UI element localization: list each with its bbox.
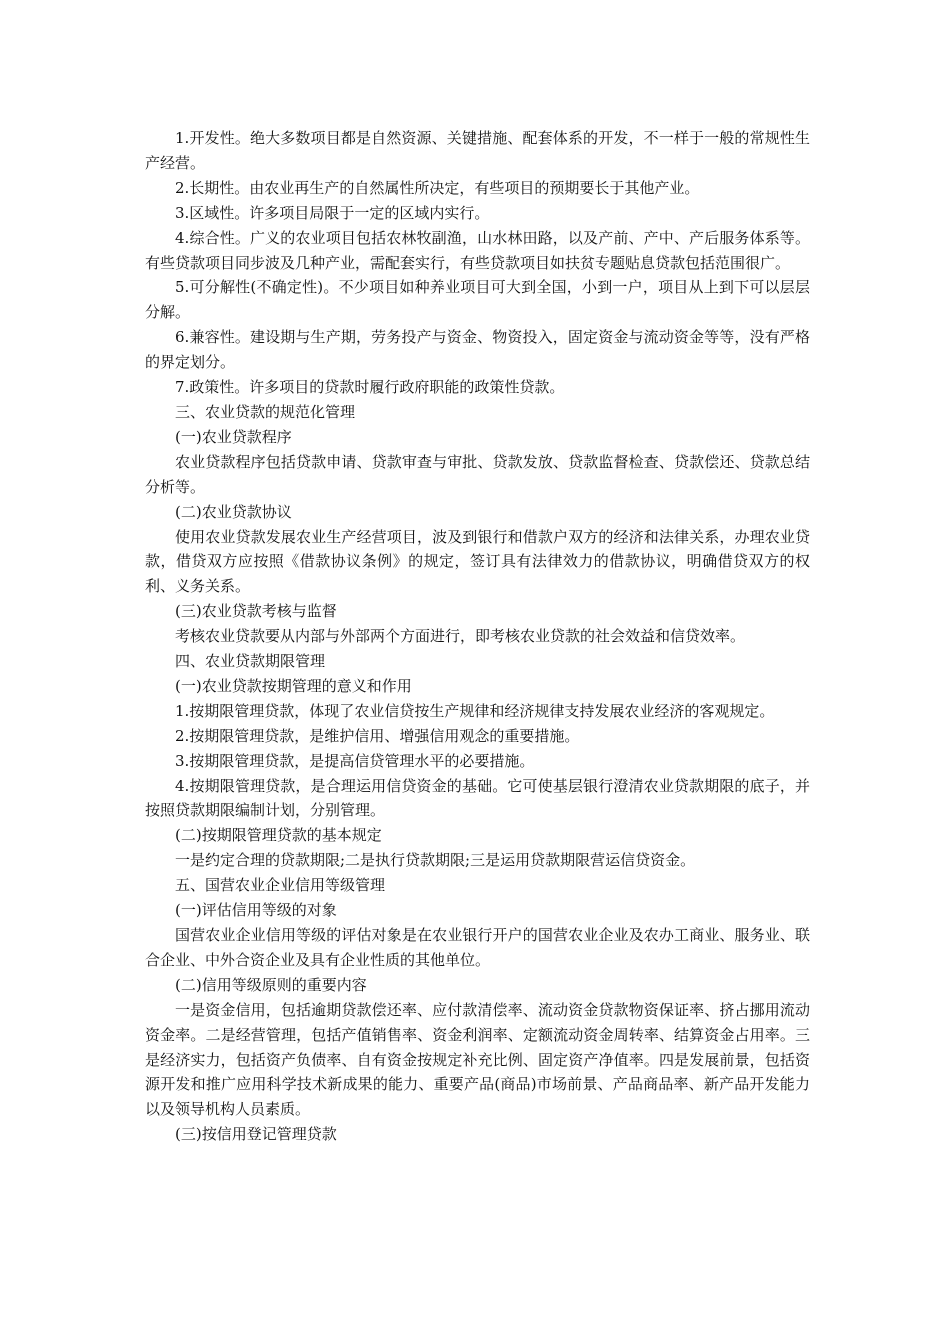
paragraph: 考核农业贷款要从内部与外部两个方面进行，即考核农业贷款的社会效益和信贷效率。 (175, 627, 746, 646)
paragraph: 3.按期限管理贷款，是提高信贷管理水平的必要措施。 (175, 751, 535, 770)
paragraph: 一是约定合理的贷款期限;二是执行贷款期限;三是运用贷款期限营运信贷资金。 (175, 851, 696, 870)
subsection-heading: (一)农业贷款程序 (175, 427, 292, 446)
section-heading: 三、农业贷款的规范化管理 (175, 402, 356, 421)
paragraph: 农业贷款程序包括贷款申请、贷款审查与审批、贷款发放、贷款监督检查、贷款偿还、贷款总结分析等。 (145, 452, 810, 496)
subsection-heading: (二)农业贷款协议 (175, 502, 292, 521)
paragraph: 国营农业企业信用等级的评估对象是在农业银行开户的国营农业企业及农办工商业、服务业、联合企业、中外合资企业及具有企业性质的其他单位。 (145, 926, 810, 969)
subsection-heading: (二)按期限管理贷款的基本规定 (175, 826, 382, 845)
paragraph: 3.区域性。许多项目局限于一定的区域内实行。 (175, 203, 490, 222)
paragraph: 7.政策性。许多项目的贷款时履行政府职能的政策性贷款。 (175, 378, 565, 397)
section-heading: 四、农业贷款期限管理 (175, 652, 326, 671)
subsection-heading: (一)评估信用等级的对象 (175, 901, 337, 920)
subsection-heading: (二)信用等级原则的重要内容 (175, 975, 367, 994)
paragraph: 4.按期限管理贷款，是合理运用信贷资金的基础。它可使基层银行澄清农业贷款期限的底子，并按照贷款期限编制计划，分别管理。 (145, 776, 810, 820)
paragraph: 6.兼容性。建设期与生产期，劳务投产与资金、物资投入，固定资金与流动资金等等，没有严格的界定划分。 (145, 328, 810, 372)
paragraph: 1.按期限管理贷款，体现了农业信贷按生产规律和经济规律支持发展农业经济的客观规定。 (175, 701, 775, 720)
paragraph: 4.综合性。广义的农业项目包括农林牧副渔，山水林田路，以及产前、产中、产后服务体系等。有些贷款项目同步波及几种产业，需配套实行，有些贷款项目如扶贫专题贴息贷款包括范围很广。 (145, 228, 810, 272)
subsection-heading: (三)按信用登记管理贷款 (175, 1125, 337, 1144)
paragraph: 5.可分解性(不确定性)。不少项目如种养业项目可大到全国，小到一户，项目从上到下可以层层分解。 (145, 278, 810, 322)
paragraph: 2.长期性。由农业再生产的自然属性所决定，有些项目的预期要长于其他产业。 (175, 178, 700, 197)
paragraph: 2.按期限管理贷款，是维护信用、增强信用观念的重要措施。 (175, 726, 580, 745)
paragraph: 使用农业贷款发展农业生产经营项目，波及到银行和借款户双方的经济和法律关系，办理农业贷款，借贷双方应按照《借款协议条例》的规定，签订具有法律效力的借款协议，明确借贷双方的权利、义务关系。 (145, 527, 810, 596)
subsection-heading: (三)农业贷款考核与监督 (175, 602, 337, 621)
subsection-heading: (一)农业贷款按期管理的意义和作用 (175, 676, 412, 695)
section-heading: 五、国营农业企业信用等级管理 (175, 876, 386, 895)
document-body (145, 126, 810, 1147)
paragraph: 1.开发性。绝大多数项目都是自然资源、关键措施、配套体系的开发，不一样于一般的常规性生产经营。 (145, 129, 810, 172)
paragraph: 一是资金信用，包括逾期贷款偿还率、应付款清偿率、流动资金贷款物资保证率、挤占挪用流动资金率。二是经营管理，包括产值销售率、资金利润率、定额流动资金周转率、结算资金占用率。三是经济实力，包括资产负债率、自有资金按规定补充比例、固定资产净值率。四是发展前景，包括资源开发和推广应用科学技术新成果的能力、重要产品(商品)市场前景、产品商品率、新产品开发能力以及领导机构人员素质。 (145, 1000, 810, 1119)
